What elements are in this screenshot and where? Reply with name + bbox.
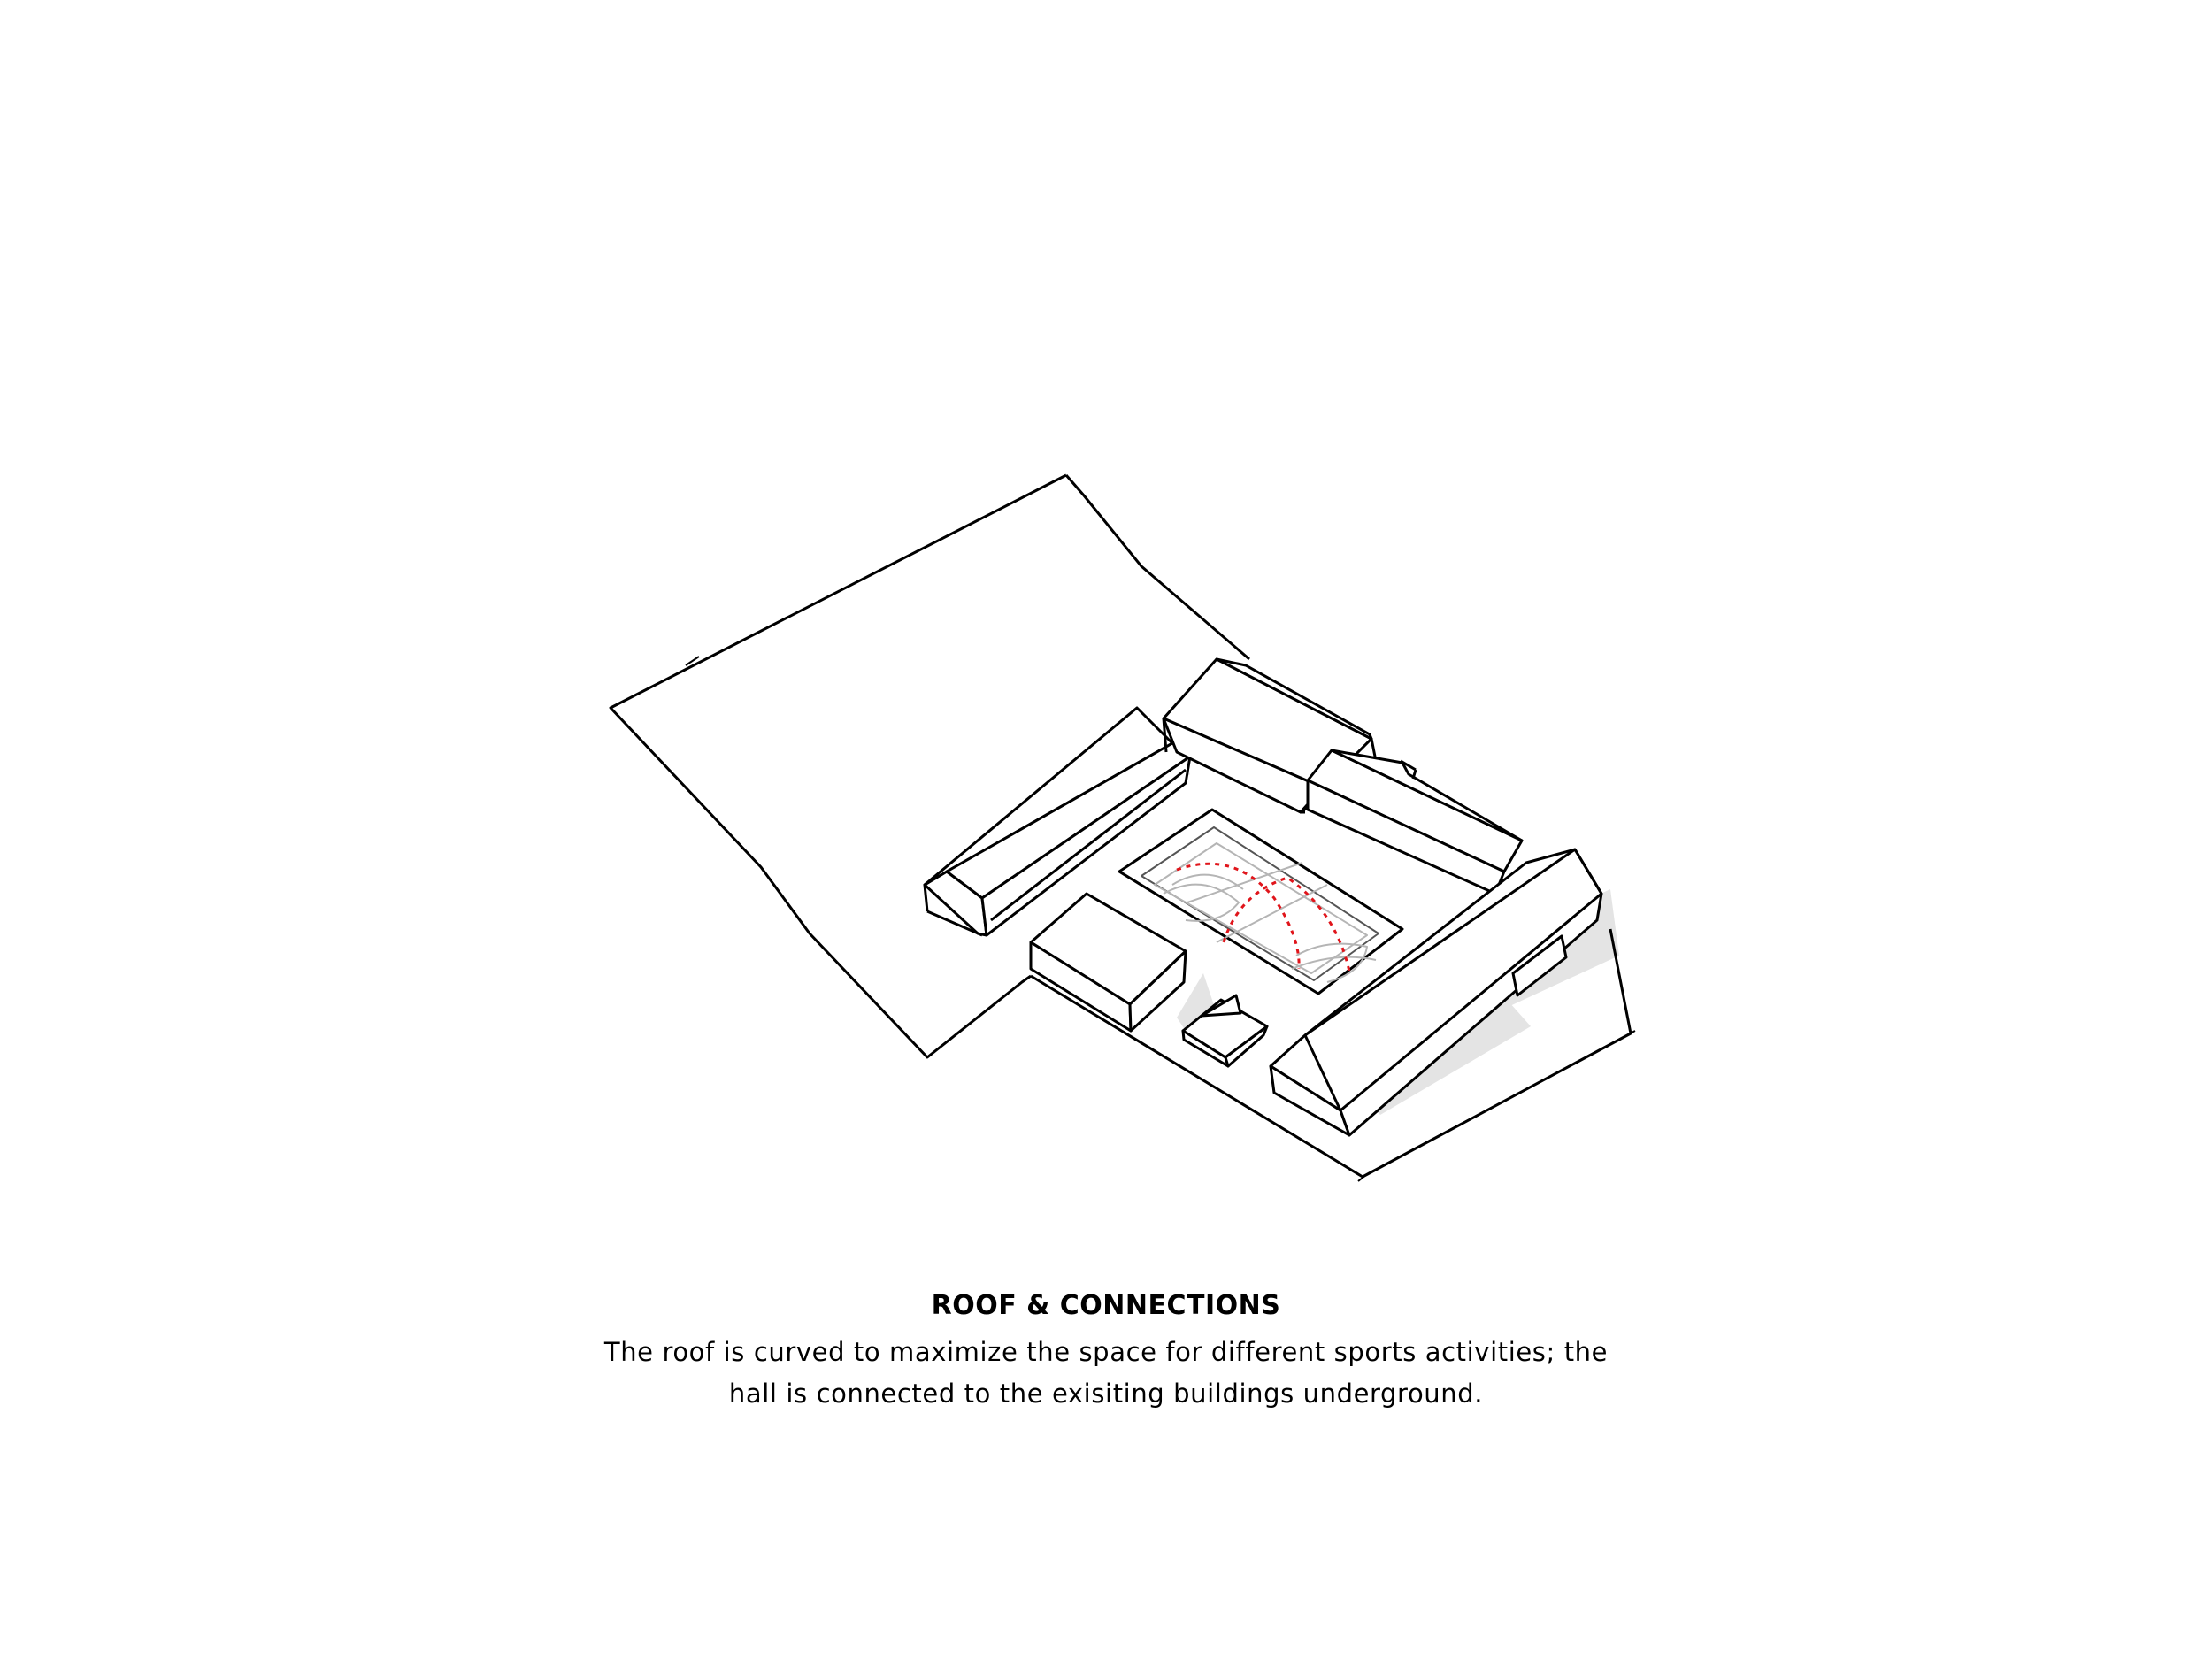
southwest-block: [1031, 894, 1186, 1031]
west-building: [925, 708, 1190, 935]
description-line-1: The roof is curved to maximize the space for different sports activities; the: [603, 1337, 1609, 1367]
site-boundary-ne: [1066, 475, 1249, 659]
diagram-description: [0, 1332, 2212, 1415]
site-boundary: [611, 475, 1066, 1057]
description-line-2: hall is connected to the exisiting buildings underground.: [728, 1379, 1484, 1409]
east-wing: [1308, 750, 1522, 894]
diagram-title: ROOF & CONNECTIONS: [931, 1290, 1281, 1321]
